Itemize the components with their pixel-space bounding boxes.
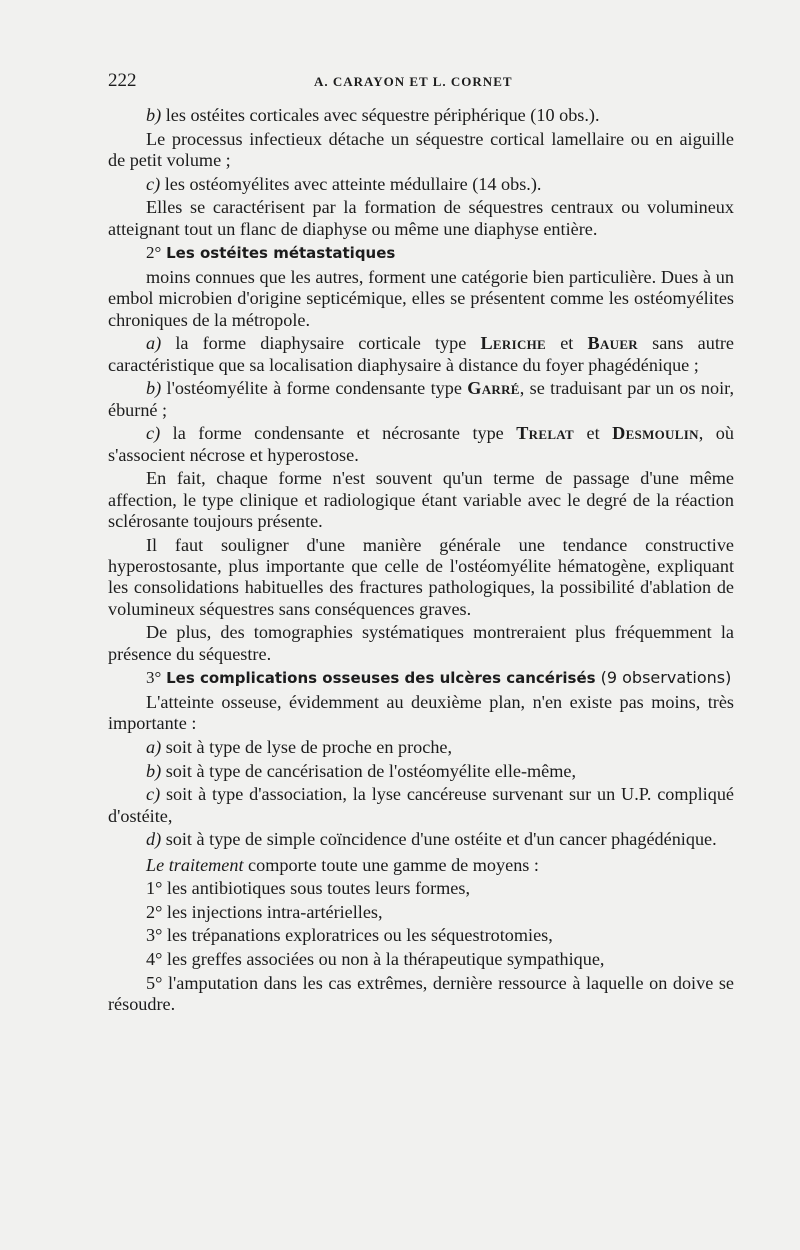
list-item: d) soit à type de simple coïncidence d'une ostéite et d'un cancer phagédénique. [146,829,717,850]
list-item: b) soit à type de cancérisation de l'ostéomyélite elle-même, [146,760,577,781]
paragraph: Le traitement comporte toute une gamme de moyens : [146,854,539,875]
paragraph: Il faut souligner d'une manière générale une tendance constructive hyperostosante, plus importante que celle de l'ostéomyélite hématogène, expliquant les consolidations habituelles des fractures pathologiques, la possibilité d'ablation de volumineux séquestres sans conséquences graves. [108,534,734,619]
list-item: b) les ostéites corticales avec séquestre périphérique (10 obs.). [146,105,600,125]
section-heading-3: 3° Les complications osseuses des ulcères cancérisés (9 observations) [146,668,732,688]
author-name: Garré [467,378,520,399]
list-item: c) les ostéomyélites avec atteinte médullaire (14 obs.). [146,173,542,194]
page-header [108,70,738,98]
list-item: a) la forme diaphysaire corticale type Leriche et Bauer sans autre caractéristique que sa localisation diaphysaire à distance du foyer phagédénique ; [108,333,734,375]
paragraph: De plus, des tomographies systématiques montreraient plus fréquemment la présence du séquestre. [108,622,734,664]
list-item: c) soit à type d'association, la lyse cancéreuse survenant sur un U.P. compliqué d'ostéite, [108,784,734,826]
list-item: 3° les trépanations exploratrices ou les séquestrotomies, [146,925,553,946]
list-item: 2° les injections intra-artérielles, [146,901,383,922]
list-item: 1° les antibiotiques sous toutes leurs formes, [146,878,471,899]
paragraph: En fait, chaque forme n'est souvent qu'un terme de passage d'une même affection, le type clinique et radiologique étant variable avec le degré de la réaction sclérosante toujours présente. [108,468,734,531]
paragraph: Elles se caractérisent par la formation de séquestres centraux ou volumineux atteignant tout un flanc de diaphyse ou même une diaphyse entière. [108,197,734,239]
list-item: a) soit à type de lyse de proche en proche, [146,737,453,757]
paragraph: moins connues que les autres, forment une catégorie bien particulière. Dues à un embol microbien d'origine septicémique, elles se présentent comme les ostéomyélites chroniques de la métropole. [108,266,734,330]
running-title: A. CARAYON ET L. CORNET [314,74,513,89]
paragraph: Le processus infectieux détache un séquestre cortical lamellaire ou en aiguille de petit volume ; [108,128,734,170]
list-item: b) l'ostéomyélite à forme condensante type Garré, se traduisant par un os noir, éburné ; [108,378,734,420]
page-number: 222 [108,70,137,91]
author-name: Desmoulin [612,423,699,444]
author-name: Leriche [480,333,547,354]
list-item: 4° les greffes associées ou non à la thérapeutique sympathique, [146,948,605,969]
paragraph: L'atteinte osseuse, évidemment au deuxième plan, n'en existe pas moins, très importante : [108,692,734,734]
list-item: c) la forme condensante et nécrosante type Trelat et Desmoulin, où s'associent nécrose et hyperostose. [108,423,734,465]
list-item: 5° l'amputation dans les cas extrêmes, dernière ressource à laquelle on doive se résoudre. [108,972,734,1014]
section-heading-2: 2° Les ostéites métastatiques [146,243,396,263]
author-name: Bauer [587,333,638,354]
page-body [108,105,734,1018]
author-name: Trelat [516,423,575,444]
